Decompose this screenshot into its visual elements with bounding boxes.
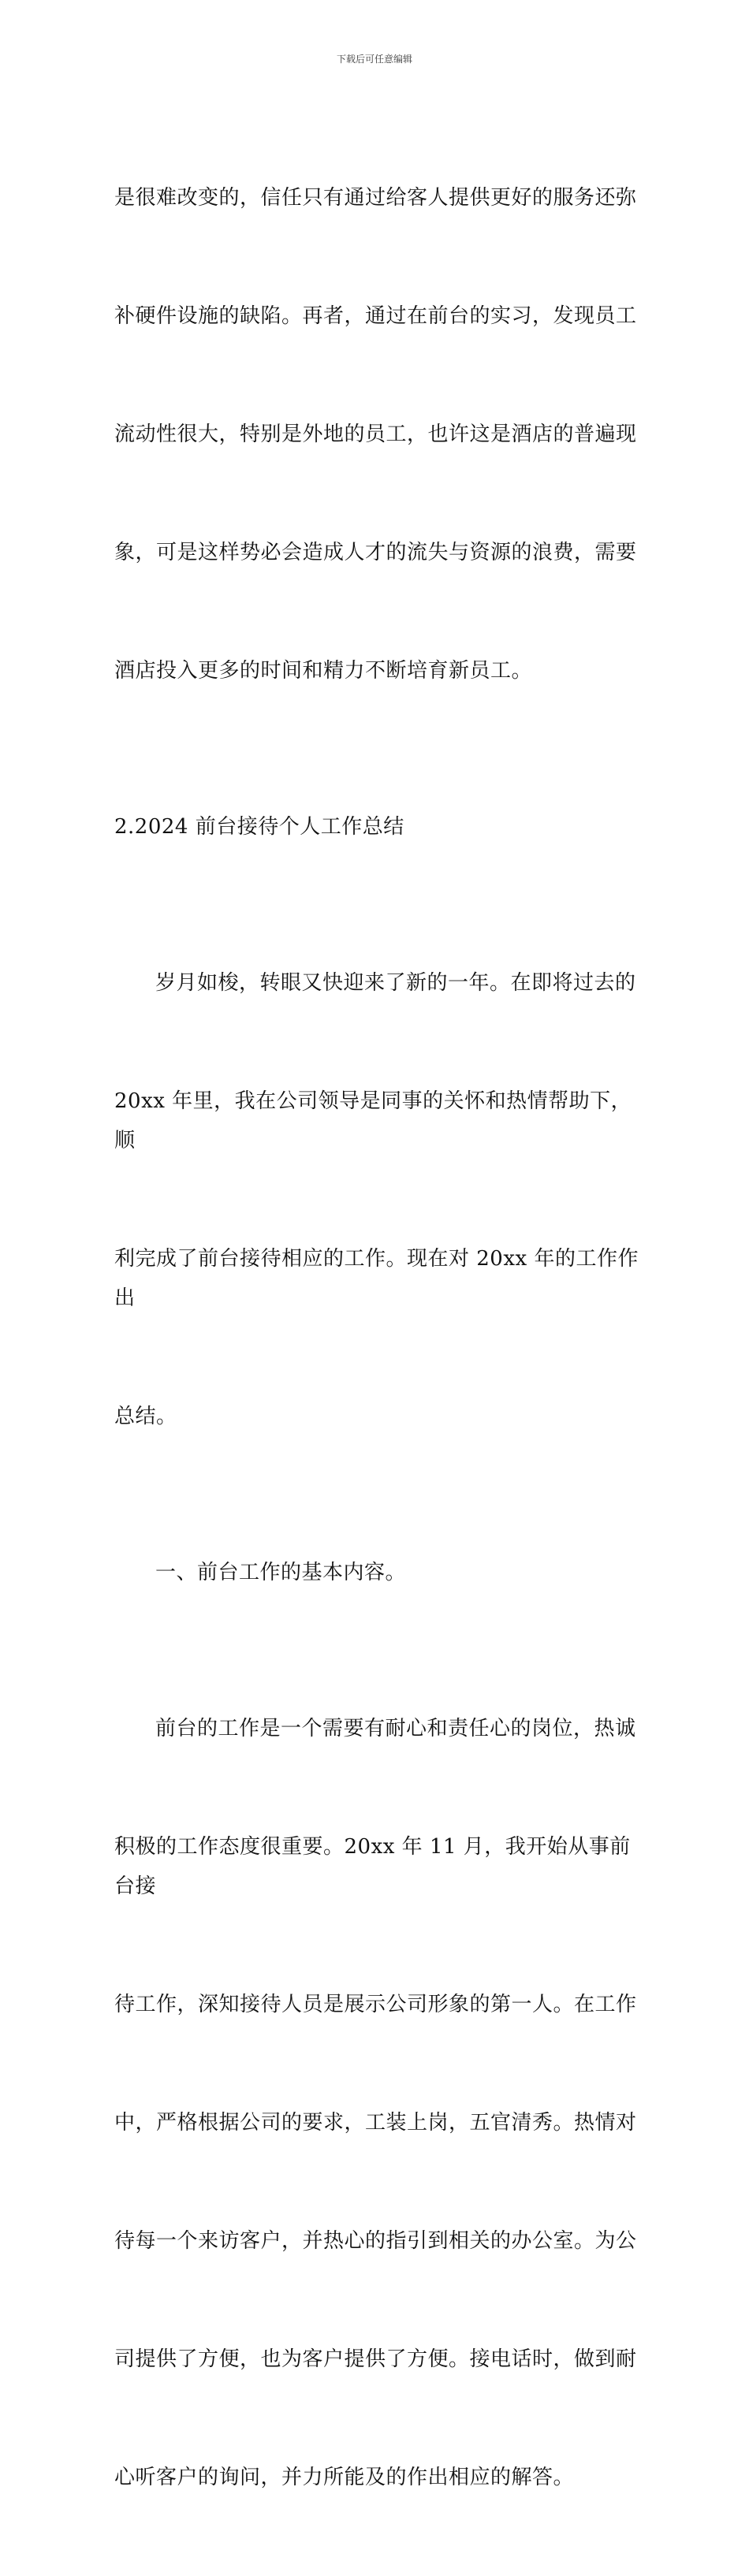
- paragraph-line: 流动性很大，特别是外地的员工，也许这是酒店的普遍现: [114, 423, 637, 446]
- paragraph-line: 岁月如梭，转眼又快迎来了新的一年。在即将过去的: [155, 971, 636, 995]
- paragraph-line: 司提供了方便，也为客户提供了方便。接电话时，做到耐: [114, 2347, 637, 2371]
- paragraph-line: 酒店投入更多的时间和精力不断培育新员工。: [114, 659, 533, 683]
- paragraph-1: [114, 99, 639, 769]
- paragraph-line: 待每一个来访客户，并热心的指引到相关的办公室。为公: [114, 2229, 637, 2253]
- paragraph-line: 积极的工作态度很重要。20xx 年 11 月，我开始从事前台接: [114, 1835, 631, 1898]
- paragraph-line: 是很难改变的，信任只有通过给客人提供更好的服务还弥: [114, 186, 637, 210]
- paragraph-line: 补硬件设施的缺陷。再者，通过在前台的实习，发现员工: [114, 304, 637, 328]
- paragraph-2: [114, 884, 639, 1515]
- document-body: [114, 99, 639, 2576]
- paragraph-line: 待工作，深知接待人员是展示公司形象的第一人。在工作: [114, 1993, 637, 2016]
- paragraph-line: 心听客户的询问，并力所能及的作出相应的解答。: [114, 2466, 575, 2489]
- paragraph-line: 利完成了前台接待相应的工作。现在对 20xx 年的工作作出: [114, 1247, 639, 1310]
- paragraph-3: [114, 1630, 639, 2576]
- paragraph-line: 象，可是这样势必会造成人才的流失与资源的浪费，需要: [114, 541, 637, 564]
- paragraph-line: 总结。: [114, 1405, 177, 1428]
- paragraph-line: 20xx 年里，我在公司领导是同事的关怀和热情帮助下，顺: [114, 1089, 632, 1152]
- page-header-note: 下载后可任意编辑: [336, 54, 412, 65]
- subsection-title: 一、前台工作的基本内容。: [155, 1561, 407, 1584]
- paragraph-line: 中，严格根据公司的要求，工装上岗，五官清秀。热情对: [114, 2111, 637, 2135]
- section-heading: 2.2024 前台接待个人工作总结: [114, 815, 404, 839]
- paragraph-line: 前台的工作是一个需要有耐心和责任心的岗位，热诚: [155, 1717, 636, 1740]
